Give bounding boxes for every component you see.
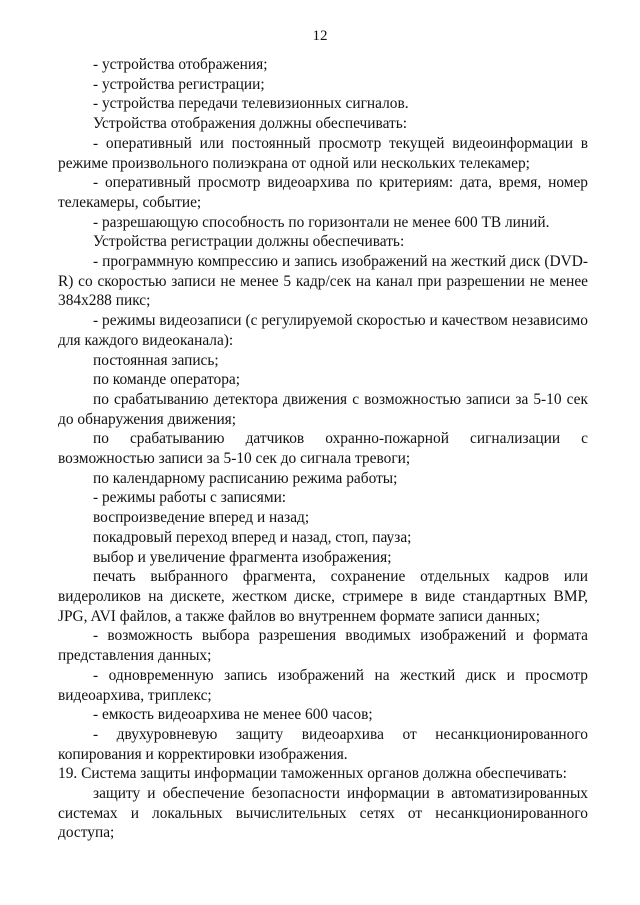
paragraph: выбор и увеличение фрагмента изображения;	[93, 548, 392, 566]
paragraph: - устройства отображения;	[93, 56, 268, 73]
paragraph: по срабатыванию датчиков охранно-пожарной сигнализации с возможностью записи за 5-10 сек до сигнала тревоги;	[58, 430, 588, 468]
paragraph: по календарному расписанию режима работы;	[93, 469, 398, 487]
paragraph: - возможность выбора разрешения вводимых изображений и формата представления данных;	[58, 627, 588, 665]
paragraph: - одновременную запись изображений на жесткий диск и просмотр видеоархива, триплекс;	[58, 666, 588, 704]
paragraph: Устройства регистрации должны обеспечивать:	[93, 233, 405, 251]
paragraph: покадровый переход вперед и назад, стоп, пауза;	[93, 528, 412, 546]
paragraph: - устройства передачи телевизионных сигналов.	[93, 95, 409, 113]
page-number: 12	[312, 28, 328, 44]
paragraph: - режимы работы с записями:	[93, 489, 287, 507]
paragraph: по команде оператора;	[93, 371, 240, 389]
paragraph: печать выбранного фрагмента, сохранение отдельных кадров или видероликов на дискете, жестком диске, стримере в виде стандартных ВМР, JPG, AVI файлов, а также файлов во внутреннем формате записи данных;	[58, 568, 588, 625]
paragraph: - разрешающую способность по горизонтали не менее 600 ТВ линий.	[93, 213, 550, 231]
paragraph: Устройства отображения должны обеспечивать:	[93, 115, 408, 133]
paragraph: - емкость видеоархива не менее 600 часов;	[93, 706, 373, 724]
paragraph: - режимы видеозаписи (с регулируемой скоростью и качеством независимо для каждого видеоканала):	[58, 312, 588, 349]
paragraph: по срабатыванию детектора движения с возможностью записи за 5-10 сек до обнаружения движения;	[58, 390, 588, 428]
paragraph: защиту и обеспечение безопасности информации в автоматизированных системах и локальных вычислительных сетях от несанкционированного доступа;	[58, 785, 588, 842]
paragraph: - оперативный или постоянный просмотр текущей видеоинформации в режиме произвольного полиэкрана от одной или нескольких телекамер;	[58, 134, 588, 172]
paragraph: постоянная запись;	[93, 351, 219, 369]
paragraph: воспроизведение вперед и назад;	[93, 509, 310, 527]
paragraph: - двухуровневую защиту видеоархива от несанкционированного копирования и корректировки изображения.	[58, 725, 588, 763]
paragraph: - оперативный просмотр видеоархива по критериям: дата, время, номер телекамеры, событие;	[58, 174, 588, 211]
paragraph: - программную компрессию и запись изображений на жесткий диск (DVD-R) со скоростью записи не менее 5 кадр/сек на канал при разрешении не менее 384х288 пикс;	[58, 253, 588, 310]
paragraph: 19. Система защиты информации таможенных органов должна обеспечивать:	[58, 765, 567, 783]
document-body	[58, 55, 588, 843]
paragraph: - устройства регистрации;	[93, 75, 265, 93]
